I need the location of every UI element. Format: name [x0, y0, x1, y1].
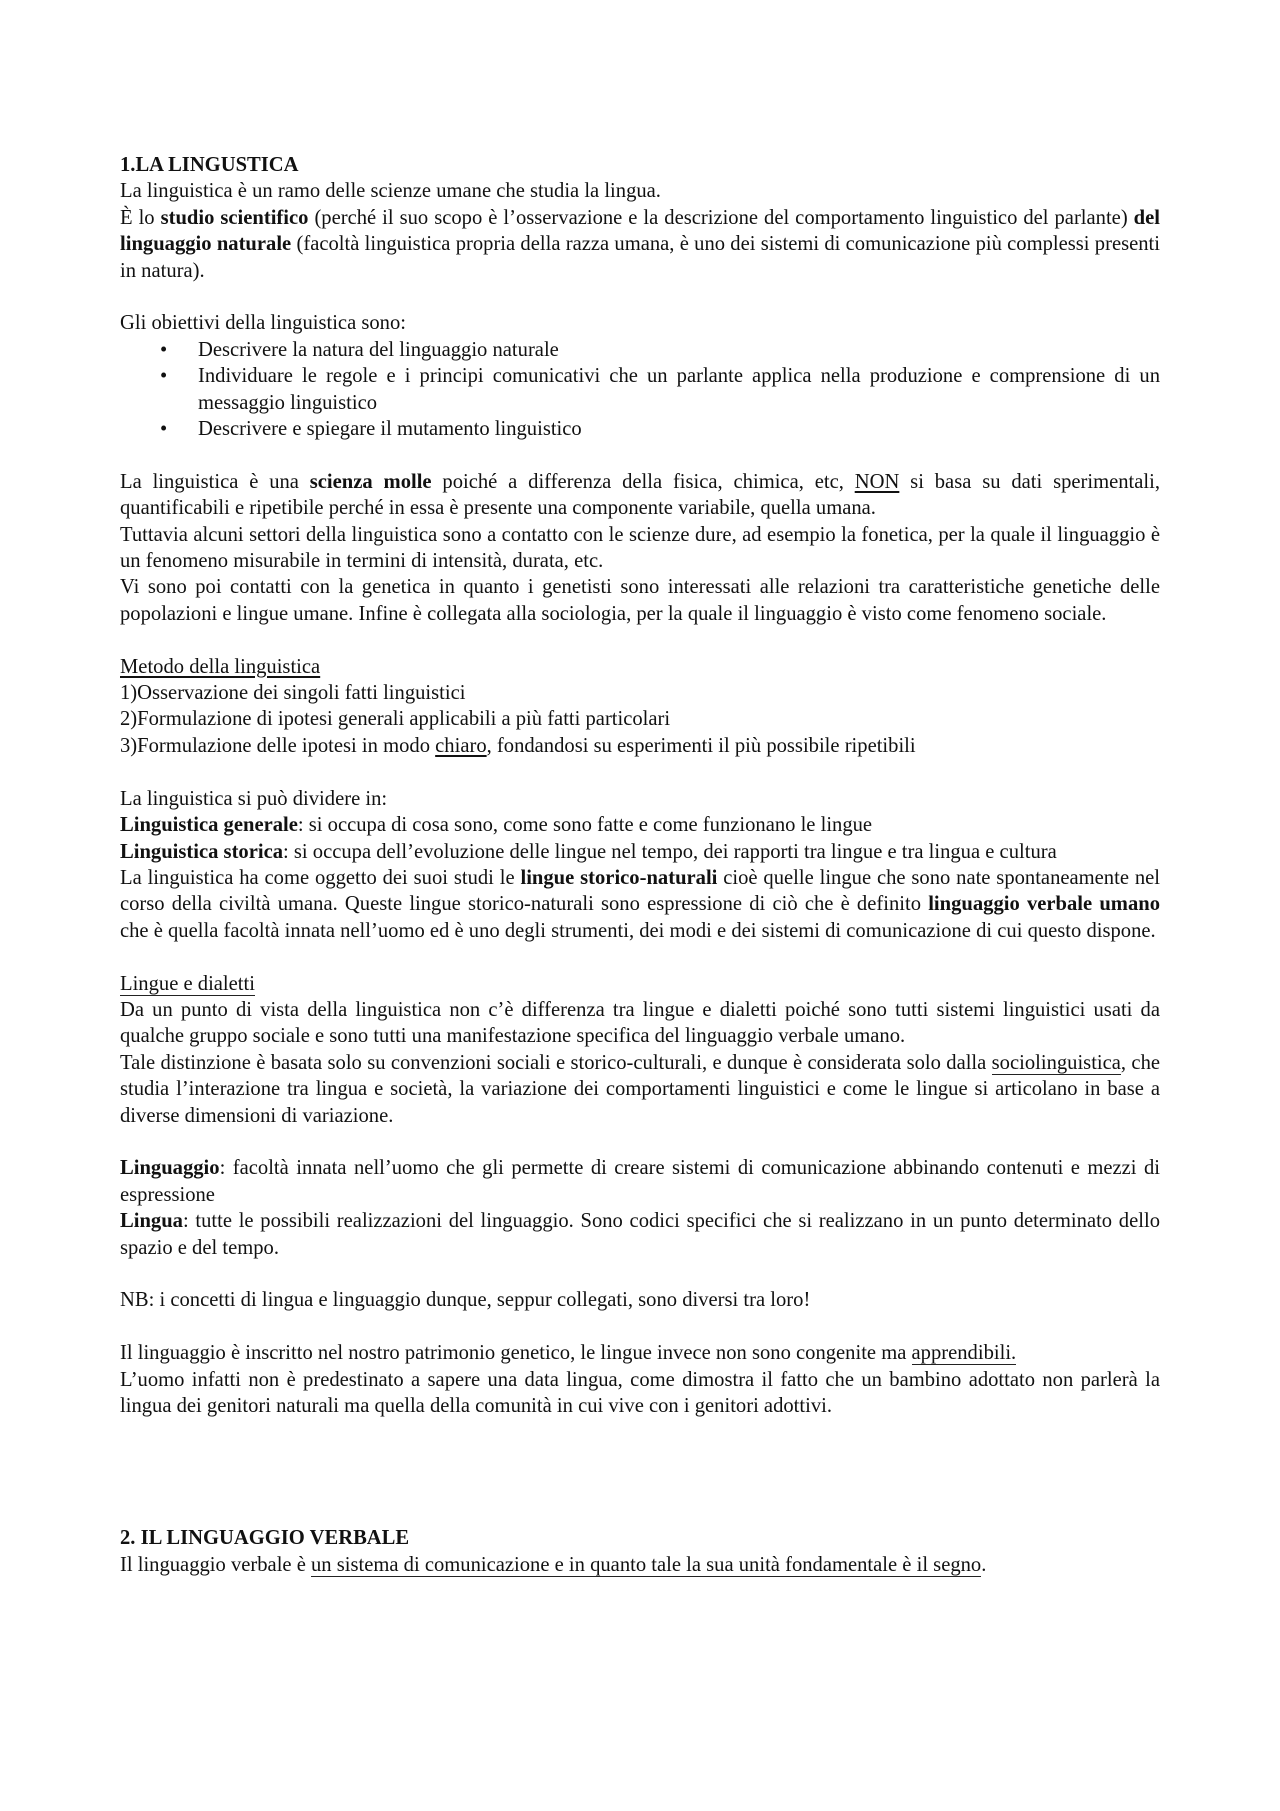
underlined-apprendibili: apprendibili. [911, 1342, 1017, 1365]
underlined-non: NON [854, 470, 900, 493]
term-scienza-molle: scienza molle [309, 470, 432, 493]
definition-lingua: Lingua: tutte le possibili realizzazioni del linguaggio. Sono codici specifici che si realizzano in un punto determinato dello spazio e del tempo. [120, 1210, 1160, 1259]
objectives-list [120, 337, 1160, 443]
term-linguaggio-naturale: del linguaggio naturale [120, 206, 1160, 256]
underlined-sociolinguistica: sociolinguistica [991, 1051, 1121, 1074]
adoption-paragraph: L’uomo infatti non è predestinato a sapere una data lingua, come dimostra il fatto che un bambino adottato non parlerà la lingua dei genitori naturali ma quella della comunità in cui vive con i genitori adottivi. [120, 1368, 1160, 1417]
section-1-title: 1.LA LINGUSTICA [120, 154, 299, 176]
intro-paragraph: La linguistica è un ramo delle scienze umane che studia la lingua. [120, 180, 661, 203]
divide-intro: La linguistica si può dividere in: [120, 787, 388, 810]
dialects-paragraph-2: Tale distinzione è basata solo su convenzioni sociali e storico-culturali, e dunque è considerata solo dalla sociolinguistica, che studia l’interazione tra lingua e società, la variazione dei comportamenti linguistici e come le lingue si articolano in base a diverse dimensioni di variazione. [120, 1051, 1161, 1127]
hard-science-paragraph: Tuttavia alcuni settori della linguistica sono a contatto con le scienze dure, ad esempio la fonetica, per la quale il linguaggio è un fenomeno misurabile in termini di intensità, durata, etc. [120, 523, 1160, 573]
bullet-icon: • [160, 365, 168, 388]
bullet-icon: • [160, 418, 168, 441]
list-item: • Descrivere la natura del linguaggio naturale [120, 337, 1160, 363]
section-2-intro: Il linguaggio verbale è un sistema di comunicazione e in quanto tale la sua unità fondamentale è il segno. [120, 1553, 987, 1576]
general-linguistics: Linguistica generale: si occupa di cosa sono, come sono fatte e come funzionano le lingue [120, 814, 873, 837]
dialects-title: Lingue e dialetti [120, 972, 255, 995]
document-page [120, 152, 1160, 1578]
method-step-1: 1)Osservazione dei singoli fatti linguistici [120, 682, 466, 705]
historical-linguistics: Linguistica storica: si occupa dell’evoluzione delle lingue nel tempo, dei rapporti tra lingue e tra lingua e cultura [120, 840, 1057, 863]
nb-note: NB: i concetti di lingua e linguaggio dunque, seppur collegati, sono diversi tra loro! [120, 1289, 811, 1312]
method-title: Metodo della linguistica [120, 655, 321, 678]
underlined-chiaro: chiaro [435, 734, 487, 757]
method-step-2: 2)Formulazione di ipotesi generali applicabili a più fatti particolari [120, 708, 671, 731]
method-step-3: 3)Formulazione delle ipotesi in modo chiaro, fondandosi su esperimenti il più possibile ripetibili [120, 734, 916, 757]
objectives-intro: Gli obiettivi della linguistica sono: [120, 312, 406, 335]
underlined-segno-sentence: un sistema di comunicazione e in quanto tale la sua unità fondamentale è il segno [311, 1553, 982, 1576]
section-2-title: 2. IL LINGUAGGIO VERBALE [120, 1527, 410, 1550]
term-linguaggio-verbale-umano: linguaggio verbale umano [928, 893, 1161, 916]
definition-paragraph: È lo studio scientifico (perché il suo scopo è l’osservazione e la descrizione del comportamento linguistico del parlante) del linguaggio naturale (facoltà linguistica propria della razza umana, è uno dei sistemi di comunicazione più complessi presenti in natura). [120, 206, 1160, 282]
genetics-paragraph: Vi sono poi contatti con la genetica in quanto i genetisti sono interessati alle relazioni tra caratteristiche genetiche delle popolazioni e lingue umane. Infine è collegata alla sociologia, per la quale il linguaggio è visto come fenomeno sociale. [120, 576, 1160, 625]
term-lingue-storico-naturali: lingue storico-naturali [520, 866, 718, 889]
genetic-heritage-line: Il linguaggio è inscritto nel nostro patrimonio genetico, le lingue invece non sono congenite ma apprendibili. [120, 1342, 1017, 1365]
definition-linguaggio: Linguaggio: facoltà innata nell’uomo che gli permette di creare sistemi di comunicazione abbinando contenuti e mezzi di espressione [120, 1157, 1160, 1206]
dialects-paragraph-1: Da un punto di vista della linguistica non c’è differenza tra lingue e dialetti poiché sono tutti sistemi linguistici usati da qualche gruppo sociale e sono tutti una manifestazione specifica del linguaggio verbale umano. [120, 998, 1160, 1048]
soft-science-paragraph: La linguistica è una scienza molle poiché a differenza della fisica, chimica, etc, NON si basa su dati sperimentali, quantificabili e ripetibile perché in essa è presente una componente variabile, quella umana. [120, 470, 1161, 520]
term-studio-scientifico: studio scientifico [160, 206, 309, 229]
list-item: • Individuare le regole e i principi comunicativi che un parlante applica nella produzione e comprensione di un messaggio linguistico [160, 365, 1160, 414]
object-paragraph: La linguistica ha come oggetto dei suoi studi le lingue storico-naturali cioè quelle lingue che sono nate spontaneamente nel corso della civiltà umana. Queste lingue storico-naturali sono espressione di ciò che è definito linguaggio verbale umano che è quella facoltà innata nell’uomo ed è uno degli strumenti, dei modi e dei sistemi di comunicazione di cui questo dispone. [120, 866, 1161, 942]
bullet-icon: • [160, 338, 168, 361]
list-item: • Descrivere e spiegare il mutamento linguistico [120, 416, 1160, 442]
